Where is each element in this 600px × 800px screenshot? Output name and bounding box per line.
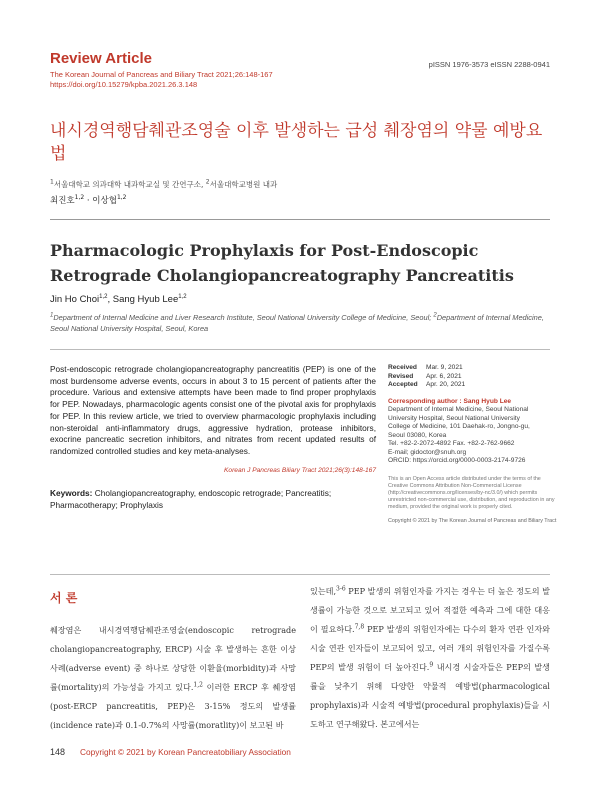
body-column-left [50, 621, 296, 735]
date-label: Accepted [388, 381, 418, 388]
date-value: Mar. 9, 2021 [426, 364, 463, 371]
english-affiliations [50, 312, 550, 334]
reference-marker: 1,2 [193, 681, 203, 689]
abstract-text: Post-endoscopic retrograde cholangiopancreatography pancreatitis (PEP) is one of the most burdensome adverse events, occurs in about 3 to 15 percent of patients after the procedure. Various and extensive attempts have been made to find proper prophylaxis for PEP. Nowadays, pharmacologic agents consist one of the pivotal axis for prophylaxis for PEP. In this review article, we tried to overview pharmacologic prophylaxis including non-steroidal anti-inflammatory drugs, aggressive hydration, protease inhibitors, exocrine pancreatic secretion inhibitors, and nitrates from recent updated results of randomized controlled studies and key meta-analyses. [50, 364, 376, 456]
license-notice: This is an Open Access article distributed under the terms of the Creative Commons Attribution Non-Commercial License (http://creativecommons.org/licenses/by-nc/3.0/) which permits unrestricted non-commercial use, distribution, and reproduction in any medium, provided the original work is properly cited. [388, 475, 555, 510]
english-affiliation-1: Department of Internal Medicine and Liver Research Institute, Seoul National University College of Medicine, Seoul; [53, 313, 432, 322]
korean-author-2: 이상협 [92, 196, 117, 206]
divider [50, 349, 550, 350]
affiliation-marker: 1 [50, 178, 54, 186]
article-info-sidebar [388, 364, 558, 525]
accepted-date [388, 381, 558, 390]
author-marker: 1,2 [178, 293, 187, 300]
reference-marker: 7,8 [354, 623, 365, 631]
section-heading-introduction: 서 론 [50, 591, 78, 605]
body-text: PEP 발생의 위험인자에는 다수의 환자 연관 인자와 시술 연관 인자들이 보고되어 있고, 여러 개의 위험인자를 가질수록 PEP의 발생 위험이 더 높아진다. [310, 624, 550, 672]
english-authors [50, 294, 187, 305]
affiliation-marker: 2 [433, 312, 437, 319]
author-separator: , [107, 294, 113, 305]
issn-numbers: pISSN 1976-3573 eISSN 2288-0941 [428, 60, 550, 69]
english-author-2: Sang Hyub Lee [112, 294, 179, 305]
keywords-label: Keywords: [50, 488, 93, 498]
journal-copyright: Copyright © 2021 by The Korean Journal of Pancreas and Biliary Tract [388, 517, 557, 524]
date-value: Apr. 20, 2021 [426, 381, 466, 388]
english-author-1: Jin Ho Choi [50, 294, 100, 305]
divider [50, 574, 550, 575]
keywords-list: Cholangiopancreatography, endoscopic retrograde; Pancreatitis; Pharmacotherapy; Prophylaxis [50, 488, 332, 510]
corresponding-orcid[interactable]: ORCID: https://orcid.org/0000-0003-2174-9726 [388, 457, 526, 464]
doi-link[interactable]: https://doi.org/10.15279/kpba.2021.26.3.148 [50, 80, 198, 89]
body-text: 내시경 시술자들은 PEP의 발생률을 낮추기 위해 다양한 약물적 예방법(pharmacological prophylaxis)과 시술적 예방법(procedural prophylaxis)들을 시도하고 연구해왔다. 본고에서는 [310, 662, 550, 729]
corresponding-phone-fax: Tel. +82-2-2072-4892 Fax. +82-2-762-9662 [388, 440, 515, 447]
reference-marker: 9 [429, 661, 434, 669]
body-text: 이러한 ERCP 후 췌장염(post-ERCP pancreatitis, PEP)은 3-15% 정도의 발생률(incidence rate)과 0.1-0.7%의 사망률(moratlity)이 보고된 바 [50, 682, 296, 730]
journal-citation: The Korean Journal of Pancreas and Biliary Tract 2021;26:148-167 [50, 70, 273, 79]
date-value: Apr. 6, 2021 [426, 372, 462, 380]
revised-date [388, 373, 558, 382]
author-marker: 1,2 [116, 194, 127, 202]
author-marker: 1,2 [74, 194, 85, 202]
footer-copyright: Copyright © 2021 by Korean Pancreatobiliary Association [80, 747, 291, 757]
corresponding-email[interactable]: E-mail; gidoctor@snuh.org [388, 448, 467, 456]
date-label: Received [388, 364, 417, 371]
affiliation-marker: 1 [50, 312, 54, 319]
corresponding-address-line: Department of Internal Medicine, Seoul National [388, 406, 529, 413]
author-marker: 1,2 [99, 293, 108, 300]
korean-affiliation-2: 서울대학교병원 내과 [209, 180, 278, 189]
corresponding-address-line: University Hospital, Seoul National University [388, 414, 520, 422]
keywords [50, 488, 376, 511]
korean-affiliations [50, 179, 277, 190]
page-number: 148 [50, 747, 66, 757]
author-separator: · [84, 196, 93, 206]
korean-authors [50, 194, 126, 206]
korean-affiliation-1: 서울대학교 의과대학 내과학교실 및 간연구소, [53, 180, 204, 189]
english-affiliation-2: Department of Internal Medicine, Seoul National University Hospital, Seoul, Korea [50, 313, 544, 333]
body-text: PEP 발생의 위험인자를 가지는 경우는 더 높은 정도의 발생률이 가능한 것으로 보고되고 있어 적절한 예측과 그에 대한 대응이 필요하다. [310, 586, 550, 634]
date-label: Revised [388, 372, 414, 380]
abstract-citation: Korean J Pancreas Biliary Tract 2021;26(3):148-167 [224, 467, 376, 474]
corresponding-author-label: Corresponding author : Sang Hyub Lee [388, 397, 512, 405]
received-date [388, 364, 558, 373]
article-type-label: Review Article [50, 50, 152, 67]
reference-marker: 3-6 [336, 585, 346, 593]
corresponding-address-line: College of Medicine, 101 Daehak-ro, Jongno-gu, [388, 423, 530, 430]
affiliation-marker: 2 [205, 178, 210, 186]
korean-title: 내시경역행담췌관조영술 이후 발생하는 급성 췌장염의 약물 예방요법 [50, 121, 543, 164]
english-title: Pharmacologic Prophylaxis for Post-Endoscopic Retrograde Cholangiopancreatography Pancreatitis [50, 241, 514, 285]
divider [50, 219, 550, 220]
corresponding-address-line: Seoul 03080, Korea [388, 431, 447, 439]
body-text: 있는데, [310, 586, 337, 596]
body-text: 췌장염은 내시경역행담췌관조영술(endoscopic retrograde cholangiopancreatography, ERCP) 시술 후 발생하는 흔한 이상사례(adverse event) 중 하나로 상당한 이환율(morbidity)과 사망률(mortality)의 가능성을 가지고 있다. [50, 625, 296, 692]
korean-author-1: 최진호 [50, 196, 75, 206]
body-column-right [310, 582, 550, 734]
